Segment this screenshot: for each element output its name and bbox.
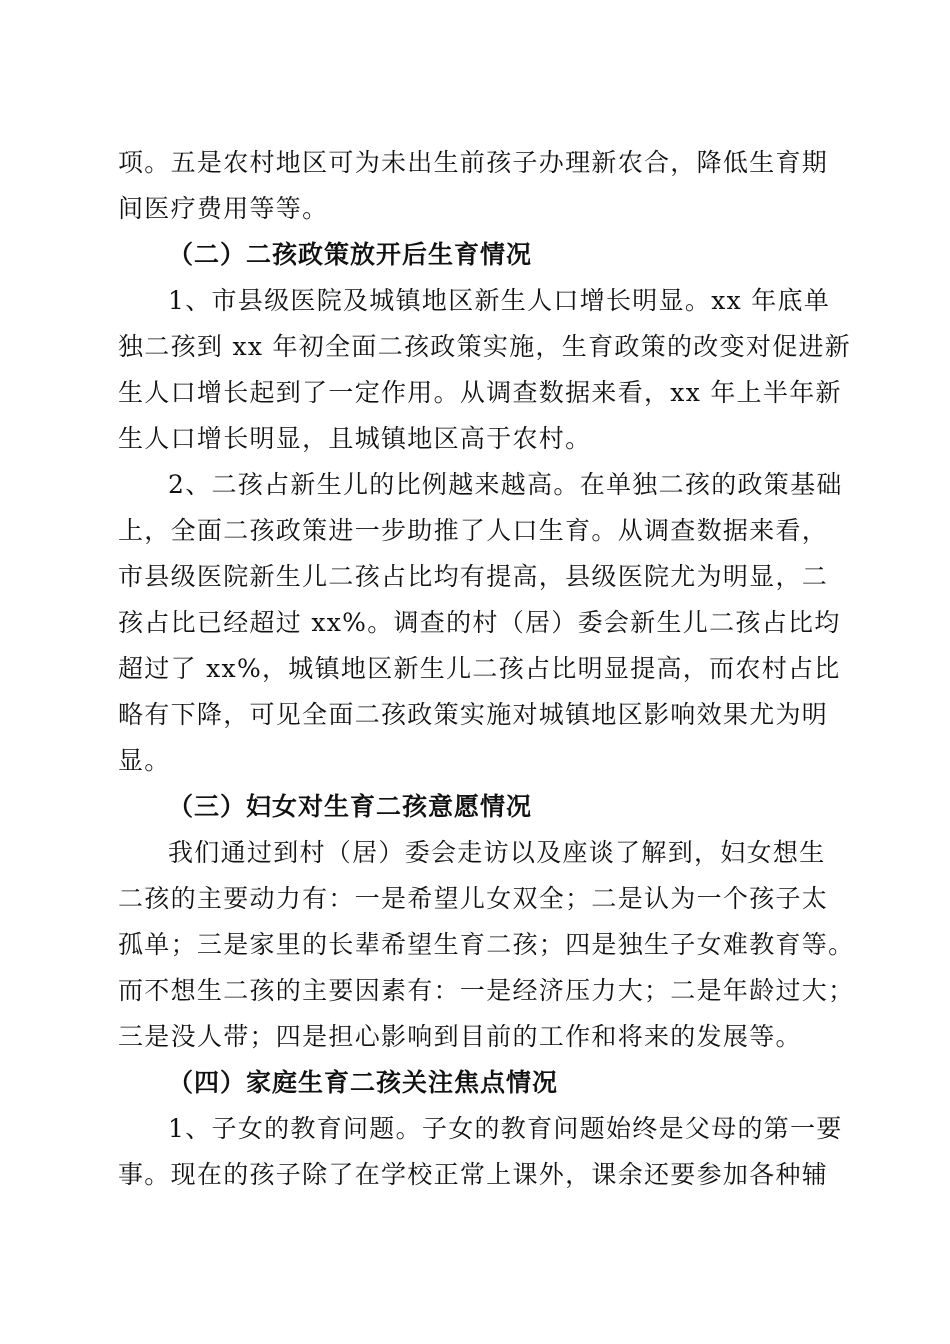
body-line: 项。五是农村地区可为未出生前孩子办理新农合，降低生育期: [118, 148, 829, 177]
body-line: 市县级医院新生儿二孩占比均有提高，县级医院尤为明显，二: [118, 562, 829, 591]
body-line: 2、二孩占新生儿的比例越来越高。在单独二孩的政策基础: [168, 470, 843, 499]
body-line: 孩占比已经超过 xx%。调查的村（居）委会新生儿二孩占比均: [118, 608, 841, 637]
body-line: 独二孩到 xx 年初全面二孩政策实施，生育政策的改变对促进新: [118, 332, 852, 361]
body-line: 上，全面二孩政策进一步助推了人口生育。从调查数据来看，: [118, 516, 829, 545]
section-heading: （四）家庭生育二孩关注焦点情况: [168, 1068, 559, 1097]
body-line: 超过了 xx%，城镇地区新生儿二孩占比明显提高，而农村占比: [118, 654, 841, 683]
body-line: 显。: [118, 746, 171, 775]
body-line: 三是没人带；四是担心影响到目前的工作和将来的发展等。: [118, 1022, 802, 1051]
body-line: 1、子女的教育问题。子女的教育问题始终是父母的第一要: [168, 1114, 843, 1143]
body-line: 生人口增长起到了一定作用。从调查数据来看，xx 年上半年新: [118, 378, 842, 407]
section-heading: （三）妇女对生育二孩意愿情况: [168, 792, 533, 821]
body-line: 事。现在的孩子除了在学校正常上课外，课余还要参加各种辅: [118, 1160, 829, 1189]
body-line: 间医疗费用等等。: [118, 194, 329, 223]
body-line: 我们通过到村（居）委会走访以及座谈了解到，妇女想生: [168, 838, 826, 867]
body-line: 二孩的主要动力有：一是希望儿女双全；二是认为一个孩子太: [118, 884, 829, 913]
body-line: 生人口增长明显，且城镇地区高于农村。: [118, 424, 592, 453]
body-line: 略有下降，可见全面二孩政策实施对城镇地区影响效果尤为明: [118, 700, 829, 729]
section-heading: （二）二孩政策放开后生育情况: [168, 240, 533, 269]
body-line: 孤单；三是家里的长辈希望生育二孩；四是独生子女难教育等。: [118, 930, 855, 959]
body-line: 而不想生二孩的主要因素有：一是经济压力大；二是年龄过大；: [118, 976, 855, 1005]
body-line: 1、市县级医院及城镇地区新生人口增长明显。xx 年底单: [168, 286, 831, 315]
